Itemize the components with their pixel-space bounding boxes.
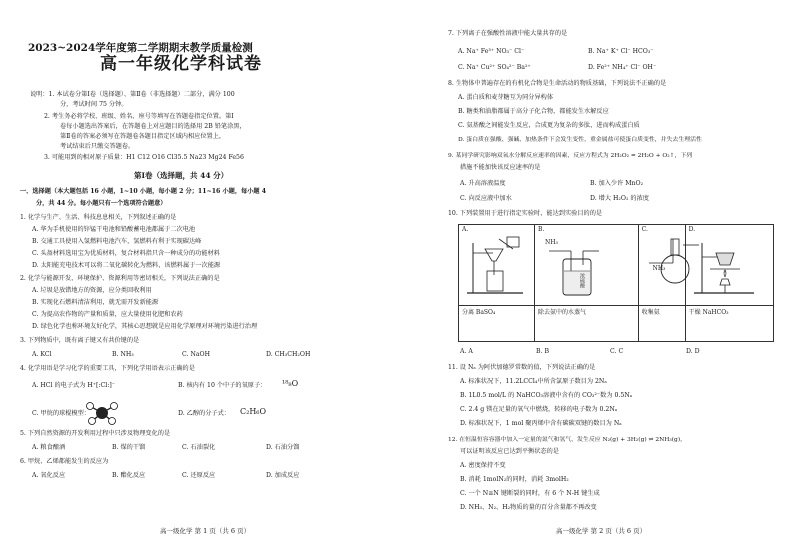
option: D. 太阳能充电技术可以将二氧化碳转化为燃料，该燃料属于一次能源 <box>32 262 221 269</box>
option: C. 石油裂化 <box>182 444 216 451</box>
option: B. Na⁺ K⁺ Cl⁻ HCO₃⁻ <box>588 48 654 55</box>
question-stem: 12. 在恒温恒容容器中加入一定量的氮气和氢气，发生反应 N₂(g) + 3H₂(g) ⇌ 2NH₃(g)， <box>448 437 687 443</box>
question-stem: 2. 化学与能源开发、环境保护、资源利用等密切相关，下列说法正确的是 <box>20 275 220 282</box>
note-line: 3. 可能用到的相对原子质量：H1 C12 O16 Cl35.5 Na23 Mg24 Fe56 <box>44 154 244 161</box>
option: B. 消耗 1molN₂的同时，消耗 3molH₂ <box>460 476 569 483</box>
option: B. 糖类和油脂都属于高分子化合物，都能发生水解反应 <box>458 108 609 115</box>
note-line: 2. 考生务必将学校、班级、姓名、座号等填写在答题卷指定位置。第Ⅰ <box>44 113 234 120</box>
option: D. 蛋白质在强酸、强碱、加热条件下会发生变性，重金属盐可使蛋白质变性，并失去生理活性 <box>458 137 702 143</box>
gas-label: NH₃ <box>652 265 666 272</box>
question-stem: 4. 化学用语是学习化学的重要工具，下列化学用语表示正确的是 <box>20 365 195 372</box>
option: A. 标准状况下，11.2LCCl₄中所含氯原子数目为 2Nₐ <box>460 378 607 385</box>
gas-washing-bottle-icon <box>539 235 609 297</box>
option: C. 为提高农作物的产量和质量，应大量使用化肥和农药 <box>32 311 183 318</box>
question-stem: 5. 下列自然资源的开发利用过程中只涉及物理变化的是 <box>20 430 171 437</box>
apparatus-cell-c <box>638 225 685 306</box>
note-line: 第Ⅱ卷的答案必须写在答题卷各题目指定区域内相应位置上， <box>60 133 226 140</box>
cell-label: A. <box>462 226 469 233</box>
question-stem: 9. 某同学研究影响双氧水分解反应速率的因素，反应方程式为 2H₂O₂ = 2H₂O + O₂↑，下列 <box>448 153 693 159</box>
option: B. 实现化石燃料清洁利用，就无需开发新能源 <box>32 299 159 306</box>
option: C. 还原反应 <box>182 472 216 479</box>
option: A. 氧化反应 <box>32 472 66 479</box>
cell-label: B. <box>537 226 545 233</box>
option: C. 甲烷的球棍模型： <box>32 410 90 417</box>
page-footer: 高一级化学 第 1 页（共 6 页） <box>160 527 251 535</box>
apparatus-cell-d <box>685 225 773 306</box>
option: B. NH₃ <box>112 351 134 358</box>
caption-a: 分离 BaSO₄ <box>459 306 535 342</box>
option: A. A <box>460 348 473 355</box>
option: C. Na⁺ Cu²⁺ SO₄²⁻ Ba²⁺ <box>458 64 531 71</box>
heating-apparatus-icon <box>690 235 760 297</box>
question-stem: 7. 下列离子在强酸性溶液中能大量共存的是 <box>448 30 568 37</box>
caption-b: 除去氨中的水蒸气 <box>534 306 638 342</box>
option: B. 核内有 10 个中子的氧原子： <box>178 382 267 389</box>
option: B. 酯化反应 <box>112 472 146 479</box>
option: C. 头盔材料选用宝为优质材料，复合材料指只含一种成分的功能材料 <box>32 250 220 257</box>
apparatus-cell-a <box>459 225 535 306</box>
question-stem: 1. 化学与生产、生活、科技息息相关，下列叙述正确的是 <box>20 214 177 221</box>
methane-ball-stick-model <box>84 400 120 430</box>
option: C. 氨基酸之间能发生反应，合成更为复杂的多肽，进而构成蛋白质 <box>458 122 640 129</box>
note-line: 说明：1. 本试卷分第Ⅰ卷（选择题）、第Ⅱ卷（非选择题）二部分，满分 100 <box>30 91 235 98</box>
option: D. 绿色化学也称环境友好化学，其核心思想就是应用化学原理对环境污染进行治理 <box>32 323 258 330</box>
option: D. 加成反应 <box>266 472 300 479</box>
option: D. Fe²⁺ NH₄⁺ Cl⁻ OH⁻ <box>588 64 657 71</box>
option: D. D <box>686 348 700 355</box>
oxygen-isotope: ¹⁸₈O <box>282 379 299 388</box>
note-line: 考试结束后只缴交答题卷。 <box>60 143 135 150</box>
page-footer: 高一级化学 第 2 页（共 6 页） <box>556 527 647 535</box>
option: A. HCl 的电子式为 H⁺[:Cl:]⁻ <box>32 382 116 389</box>
gas-label: NH₃ <box>544 239 558 246</box>
question-stem-cont: 可以证明该反应已达到平衡状态的是 <box>460 448 559 455</box>
option: D. CH₃CH₂OH <box>266 351 311 358</box>
question-stem: 8. 生物体中普遍存在的有机化合物是生命活动的物质基础，下列说法不正确的是 <box>448 80 667 87</box>
option: D. 石油分馏 <box>266 444 300 451</box>
option: A. 华为手机使用的锌锰干电池和铅酸蓄电池都属于二次电池 <box>32 226 196 233</box>
option: A. 密度保持不变 <box>460 462 506 469</box>
option: A. Na⁺ Fe³⁺ NO₃⁻ Cl⁻ <box>458 48 525 55</box>
option: C. NaOH <box>182 351 211 358</box>
question-stem: 6. 甲烷、乙烯都能发生的反应为 <box>20 458 109 465</box>
cell-label: D. <box>688 226 696 233</box>
option: A. 蛋白质和麦芽糖互为同分异构体 <box>458 94 554 101</box>
option: D. 乙醇的分子式： <box>178 410 230 417</box>
option: C. 2.4 g 镁在足量的氧气中燃烧，转移的电子数为 0.2Nₐ <box>460 406 618 413</box>
part-intro: 一、选择题（本大题包括 16 小题，1~10 小题，每小题 2 分；11~16 小题，每小题 4 <box>20 188 267 195</box>
exam-subtitle: 高一年级化学科试卷 <box>100 54 262 74</box>
option: B. 煤的干馏 <box>112 444 146 451</box>
option: A. 升高溶液温度 <box>460 180 506 187</box>
option: C. 向反应液中加水 <box>460 195 512 202</box>
question-stem: 3. 下列物质中，既有离子键又有共价键的是 <box>20 337 140 344</box>
part-intro: 分，共 44 分。每小题只有一个选项符合题意） <box>36 200 167 207</box>
option: D. 增大 H₂O₂ 的浓度 <box>590 195 649 202</box>
option: B. B <box>536 348 550 355</box>
option: B. 加入少许 MnO₂ <box>590 180 644 187</box>
liquid-label: 浓硫酸 <box>578 273 585 288</box>
note-line: 分，考试时间 75 分钟。 <box>60 101 128 108</box>
cell-label: C. <box>641 226 648 233</box>
filtration-apparatus-icon <box>463 235 529 297</box>
option: B. 交通工具使用入氢燃料电池汽车，氢燃料有利于实现碳达峰 <box>32 238 202 245</box>
option: A. KCl <box>32 351 52 358</box>
option: A. 垃圾是放错地方的资源，应分类回收利用 <box>32 287 152 294</box>
left-page <box>0 0 390 549</box>
option: B. 1L0.5 mol/L 的 NaHCO₃溶液中含有的 CO₃²⁻数为 0.5Nₐ <box>460 392 633 399</box>
option: A. 粮食酿酒 <box>32 444 66 451</box>
apparatus-cell-b <box>534 225 638 306</box>
question-stem-cont: 措施不能加快该反应速率的是 <box>460 164 541 171</box>
option: C. 一个 N≡N 键断裂的同时，有 6 个 N-H 键生成 <box>460 490 600 497</box>
question-stem: 11. 设 Nₐ 为阿伏加德罗常数的值，下列说法正确的是 <box>448 364 596 371</box>
caption-d: 干燥 NaHCO₃ <box>685 306 773 342</box>
option: C. C <box>610 348 624 355</box>
exam-title: 2023~2024学年度第二学期期末教学质量检测 <box>28 42 253 54</box>
option: D. NH₃、N₂、H₂物质的量的百分含量都不再改变 <box>460 504 597 511</box>
ethanol-formula: C₂H₆O <box>240 407 267 416</box>
option: D. 标准状况下，1 mol 聚丙烯中含有碳碳双键的数目为 Nₐ <box>460 420 622 427</box>
apparatus-table <box>458 224 774 342</box>
section-title: 第Ⅰ卷（选择题，共 44 分） <box>134 171 229 180</box>
note-line: 卷每小题选出答案后，在答题卷上对应题目的选择用 2B 铅笔涂黑， <box>60 123 246 130</box>
question-stem: 10. 下列装置用于进行指定实验时，能达到实验目的的是 <box>448 210 603 217</box>
caption-c: 收集氨 <box>638 306 685 342</box>
